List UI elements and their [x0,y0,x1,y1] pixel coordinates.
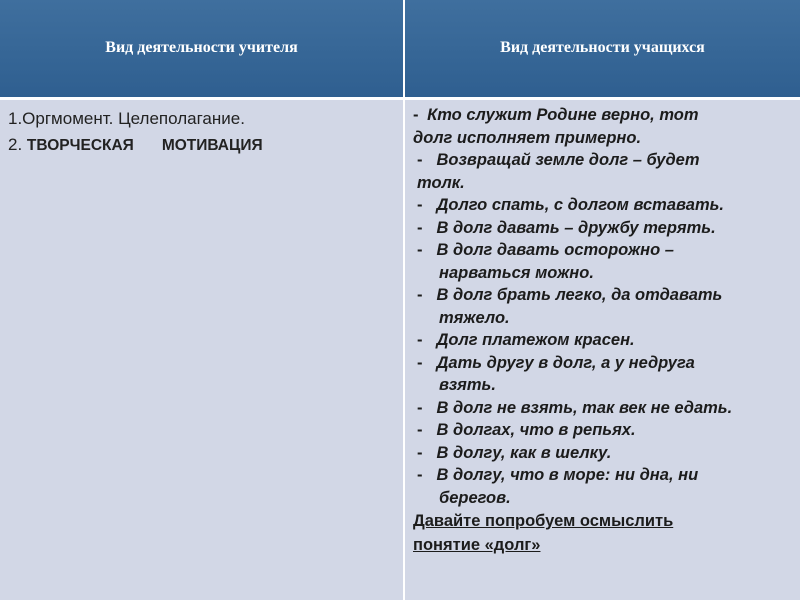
proverb-item [413,419,792,442]
proverb-item [413,397,792,420]
proverb-text-line-1: В долг давать осторожно – [436,241,674,259]
proverb-text-line-1: Долг платежом красен. [436,331,635,349]
closing-prompt-line-1: Давайте попробуем осмыслить [413,512,674,530]
proverb-text-line-2: долг исполняет примерно. [413,128,642,147]
proverb-item [413,442,792,465]
proverb-item [413,239,792,284]
proverb-text-line-1: В долгу, как в шелку. [436,443,612,462]
proverb-text-line-2: взять. [439,376,496,394]
proverb-dash: - [417,421,423,439]
proverb-text-line-1: В долг не взять, так век не едать. [436,398,733,417]
proverb-item [413,464,792,509]
proverb-text-line-2: тяжело. [439,308,510,327]
proverb-item [413,284,792,329]
students-activity-cell [405,97,800,600]
proverb-text-line-2: берегов. [439,488,511,507]
proverb-text-line-1: Возвращай земле долг – будет [436,151,700,169]
proverb-dash: - [417,443,423,462]
proverb-dash: - [417,331,423,349]
proverb-dash: - [417,353,423,372]
proverb-list [413,104,792,509]
proverb-text-line-1: В долг давать – дружбу терять. [436,218,716,237]
proverb-dash: - [417,151,423,169]
proverb-item [413,149,792,194]
proverb-text-line-1: Долго спать, с долгом вставать. [436,196,725,214]
teacher-step-2 [8,132,395,159]
proverb-dash: - [413,106,419,124]
proverb-item [413,194,792,217]
teacher-step-1: 1.Оргмомент. Целеполагание. [8,109,245,128]
proverb-text-line-1: Дать другу в долг, а у недруга [436,353,695,372]
proverb-item [413,104,792,149]
proverb-text-line-1: Кто служит Родине верно, тот [422,106,699,124]
teacher-step-2-number: 2. [8,135,23,154]
proverb-text-line-1: В долг брать легко, да отдавать [436,286,723,304]
proverb-dash: - [417,218,423,237]
proverb-dash: - [417,196,423,214]
proverb-item [413,217,792,240]
proverb-dash: - [417,398,423,417]
proverb-text-line-1: В долгу, что в море: ни дна, ни [436,466,699,484]
teacher-step-2-word-1: ТВОРЧЕСКАЯ [26,137,134,154]
proverb-dash: - [417,466,423,484]
proverb-item [413,329,792,352]
header-students-activity: Вид деятельности учащихся [405,0,800,97]
closing-prompt-line-2: понятие «долг» [413,536,541,554]
proverb-text-line-2: толк. [417,173,465,192]
header-teacher-activity: Вид деятельности учителя [0,0,405,97]
proverb-text-line-2: нарваться можно. [439,263,594,282]
proverb-dash: - [417,286,423,304]
proverb-dash: - [417,241,423,259]
proverb-item [413,352,792,397]
proverb-text-line-1: В долгах, что в репьях. [436,421,636,439]
teacher-activity-cell [0,97,405,600]
teacher-step-2-word-2: МОТИВАЦИЯ [161,137,263,154]
